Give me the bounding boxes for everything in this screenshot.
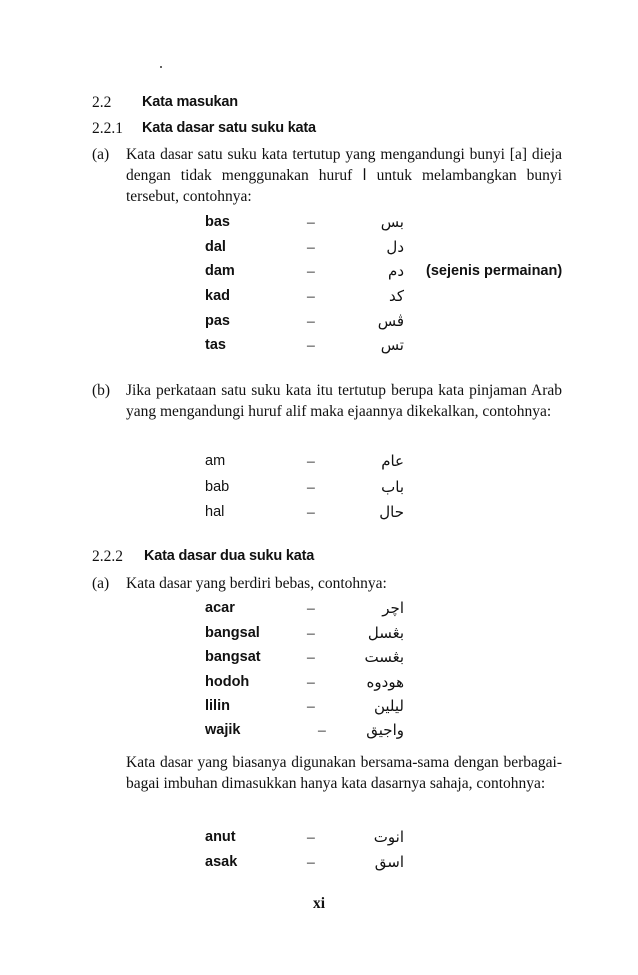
jawi-word: دم: [388, 262, 404, 280]
jawi-word: هودوه: [366, 673, 404, 691]
latin-word: wajik: [205, 722, 241, 738]
jawi-word: بڠسل: [367, 624, 404, 642]
dash: –: [307, 698, 315, 715]
jawi-word: بڠست: [364, 648, 404, 666]
heading-title: Kata dasar satu suku kata: [142, 120, 316, 136]
dash: –: [307, 829, 315, 846]
example-row: [0, 237, 638, 261]
dash: –: [307, 625, 315, 642]
example-row: [0, 852, 638, 876]
latin-word: tas: [205, 337, 226, 353]
para-label-a: (a): [92, 146, 110, 163]
dash: –: [307, 263, 315, 280]
dash: –: [307, 649, 315, 666]
example-row: [0, 212, 638, 236]
jawi-word: تس: [380, 336, 404, 354]
latin-word: bab: [205, 479, 230, 495]
jawi-word: عام: [381, 452, 404, 470]
latin-word: lilin: [205, 698, 230, 714]
dash: –: [307, 337, 315, 354]
dash: –: [307, 600, 315, 617]
example-row: [0, 502, 638, 526]
heading-title: Kata dasar dua suku kata: [144, 548, 315, 564]
latin-word: bas: [205, 214, 230, 230]
jawi-word: اچر: [382, 599, 404, 617]
heading-title: Kata masukan: [142, 94, 238, 110]
latin-word: bangsat: [205, 649, 261, 665]
latin-word: asak: [205, 854, 238, 870]
example-row: [0, 477, 638, 501]
dash: –: [307, 214, 315, 231]
heading-number: 2.2.1: [92, 120, 123, 137]
paragraph-a: Kata dasar satu suku kata tertutup yang mengandungi bunyi [a] dieja dengan tidak menggunakan huruf ا untuk melambangkan bunyi tersebut, contohnya:: [126, 146, 562, 205]
example-row: [0, 335, 638, 359]
dash: –: [307, 313, 315, 330]
dash: –: [307, 479, 315, 496]
dash: –: [307, 453, 315, 470]
example-row: [0, 286, 638, 310]
example-row: [0, 261, 638, 285]
latin-word: anut: [205, 829, 236, 845]
jawi-word: واجيق: [366, 721, 404, 739]
page-number: xi: [312, 895, 326, 912]
example-row: [0, 827, 638, 851]
dash: –: [307, 504, 315, 521]
jawi-word: ليلين: [373, 697, 404, 715]
para-label-b: (b): [92, 382, 111, 399]
paragraph-c: Kata dasar yang biasanya digunakan bersama-sama dengan berbagai-bagai imbuhan dimasukkan hanya kata dasarnya sahaja, contohnya:: [126, 754, 562, 792]
latin-word: am: [205, 453, 226, 469]
heading-number: 2.2: [92, 94, 112, 111]
jawi-word: کد: [388, 287, 404, 305]
example-row: [0, 720, 638, 744]
latin-word: hodoh: [205, 674, 250, 690]
example-row: [0, 672, 638, 696]
latin-word: pas: [205, 313, 230, 329]
example-row: [0, 451, 638, 475]
dash: –: [318, 722, 326, 739]
latin-word: hal: [205, 504, 225, 520]
example-note: (sejenis permainan): [426, 263, 563, 279]
jawi-word: باب: [381, 478, 404, 496]
jawi-word: حال: [379, 503, 404, 521]
example-row: [0, 647, 638, 671]
dash: –: [307, 854, 315, 871]
latin-word: dal: [205, 239, 226, 255]
jawi-word: اسق: [374, 853, 404, 871]
latin-word: acar: [205, 600, 235, 616]
paragraph-b: Jika perkataan satu suku kata itu tertutup berupa kata pinjaman Arab yang mengandungi huruf alif maka ejaannya dikekalkan, contohnya:: [126, 382, 562, 420]
jawi-word: دل: [386, 238, 404, 256]
example-row: [0, 623, 638, 647]
dash: –: [307, 239, 315, 256]
latin-word: dam: [205, 263, 235, 279]
heading-number: 2.2.2: [92, 548, 123, 565]
jawi-word: انوت: [373, 828, 404, 846]
speck: [160, 66, 162, 68]
dash: –: [307, 674, 315, 691]
latin-word: bangsal: [205, 625, 260, 641]
example-row: [0, 598, 638, 622]
latin-word: kad: [205, 288, 230, 304]
example-row: [0, 311, 638, 335]
dash: –: [307, 288, 315, 305]
jawi-word: ڤس: [377, 312, 404, 330]
para-label-a2: (a): [92, 575, 110, 592]
example-row: [0, 696, 638, 720]
jawi-word: بس: [380, 213, 404, 231]
paragraph-a2: Kata dasar yang berdiri bebas, contohnya:: [126, 575, 387, 592]
